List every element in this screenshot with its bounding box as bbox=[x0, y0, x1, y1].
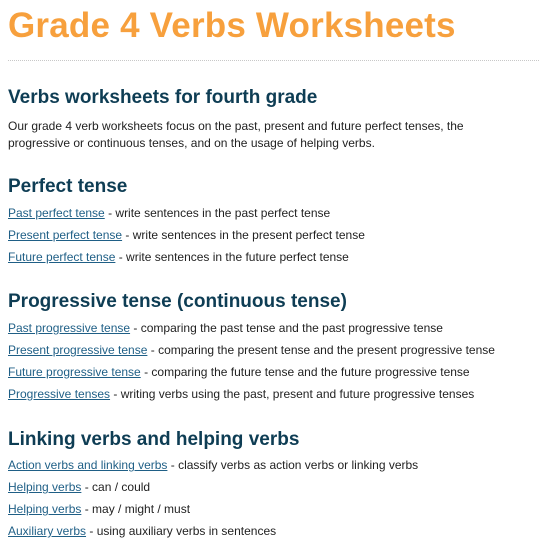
list-item bbox=[8, 342, 495, 358]
list-item bbox=[8, 501, 190, 517]
link-helping-verbs-may-might-must[interactable]: Helping verbs bbox=[8, 502, 82, 516]
link-future-perfect-tense[interactable]: Future perfect tense bbox=[8, 250, 116, 264]
item-description: - comparing the present tense and the present progressive tense bbox=[147, 343, 495, 357]
page-title: Grade 4 Verbs Worksheets bbox=[8, 6, 456, 45]
item-description: - classify verbs as action verbs or linking verbs bbox=[167, 458, 419, 472]
intro-heading: Verbs worksheets for fourth grade bbox=[8, 87, 318, 108]
item-description: - write sentences in the future perfect tense bbox=[115, 250, 349, 264]
list-item bbox=[8, 205, 330, 221]
item-description: - can / could bbox=[81, 480, 151, 494]
item-description: - write sentences in the past perfect tense bbox=[104, 206, 331, 220]
item-description: - comparing the future tense and the future progressive tense bbox=[140, 365, 470, 379]
list-item bbox=[8, 227, 365, 243]
section-heading-perfect-tense: Perfect tense bbox=[8, 176, 128, 197]
item-description: - writing verbs using the past, present and future progressive tenses bbox=[110, 387, 475, 401]
section-heading-linking-helping-verbs: Linking verbs and helping verbs bbox=[8, 429, 300, 450]
list-item bbox=[8, 523, 276, 539]
item-description: - using auxiliary verbs in sentences bbox=[86, 524, 277, 538]
list-item bbox=[8, 479, 150, 495]
link-auxiliary-verbs[interactable]: Auxiliary verbs bbox=[8, 524, 87, 538]
list-item bbox=[8, 386, 474, 402]
link-past-progressive-tense[interactable]: Past progressive tense bbox=[8, 321, 131, 335]
list-item bbox=[8, 364, 470, 380]
intro-paragraph: Our grade 4 verb worksheets focus on the past, present and future perfect tenses, the progressive or continuous tenses, and on the usage of helping verbs. bbox=[8, 119, 464, 150]
section-heading-progressive-tense: Progressive tense (continuous tense) bbox=[8, 291, 347, 312]
link-helping-verbs-can-could[interactable]: Helping verbs bbox=[8, 480, 82, 494]
list-item bbox=[8, 320, 443, 336]
link-present-perfect-tense[interactable]: Present perfect tense bbox=[8, 228, 123, 242]
link-progressive-tenses[interactable]: Progressive tenses bbox=[8, 387, 111, 401]
item-description: - write sentences in the present perfect tense bbox=[122, 228, 365, 242]
item-description: - may / might / must bbox=[81, 502, 191, 516]
link-present-progressive-tense[interactable]: Present progressive tense bbox=[8, 343, 148, 357]
link-past-perfect-tense[interactable]: Past perfect tense bbox=[8, 206, 105, 220]
link-action-and-linking-verbs[interactable]: Action verbs and linking verbs bbox=[8, 458, 168, 472]
list-item bbox=[8, 457, 418, 473]
item-description: - comparing the past tense and the past progressive tense bbox=[130, 321, 443, 335]
list-item bbox=[8, 249, 349, 265]
title-divider bbox=[8, 60, 539, 61]
link-future-progressive-tense[interactable]: Future progressive tense bbox=[8, 365, 141, 379]
